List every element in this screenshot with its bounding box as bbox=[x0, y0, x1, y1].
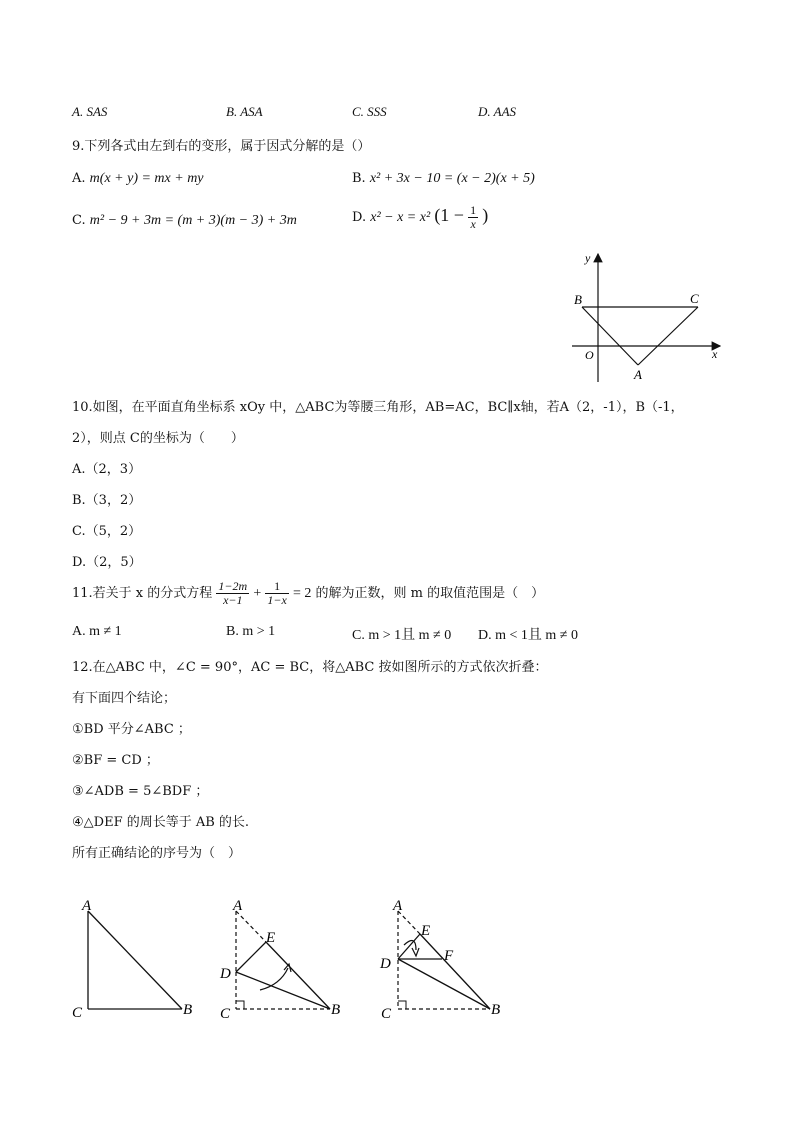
q9-option-d-expr: x² − x = x² bbox=[370, 210, 431, 225]
q12-conclusion-3: ③∠ADB = 5∠BDF ； bbox=[72, 784, 209, 799]
q9-option-c bbox=[72, 213, 297, 229]
q9-option-d-paren-open: (1 − bbox=[434, 205, 464, 225]
label-a: A bbox=[634, 367, 642, 382]
q12-conclusion-4: ④△DEF 的周长等于 AB 的长. bbox=[72, 815, 250, 830]
q9-option-a-label: A. bbox=[72, 171, 86, 186]
q11-prefix: 11.若关于 x 的分式方程 bbox=[72, 586, 213, 601]
q11-option-a: A. m ≠ 1 bbox=[72, 624, 122, 639]
q11-option-d: D. m < 1且 m ≠ 0 bbox=[478, 628, 578, 643]
q10-stem-line1: 10.如图，在平面直角坐标系 xOy 中，△ABC为等腰三角形，AB=AC，BC∥x轴，若A（2，-1），B（-1， bbox=[72, 400, 684, 415]
q12-conclusion-1: ①BD 平分∠ABC ； bbox=[72, 722, 191, 737]
fig3-label-b: B bbox=[491, 1002, 501, 1018]
q11-fraction-1 bbox=[216, 580, 249, 607]
q11-frac2-den: 1−x bbox=[267, 593, 287, 607]
q12-question: 所有正确结论的序号为（ ） bbox=[72, 846, 242, 861]
fig2-label-d: D bbox=[220, 966, 231, 982]
q10-coordinate-figure bbox=[560, 248, 730, 388]
fig2-label-e: E bbox=[266, 930, 276, 946]
q8-option-b: B. ASA bbox=[226, 104, 263, 119]
q12-stem: 12.在△ABC 中，∠C = 90°，AC = BC，将△ABC 按如图所示的方式依次折叠： bbox=[72, 660, 548, 675]
q9-option-d bbox=[352, 204, 488, 231]
q12-figure-3 bbox=[379, 898, 500, 1022]
q10-stem-line2: 2），则点 C的坐标为（ ） bbox=[72, 431, 244, 446]
q8-option-a: A. SAS bbox=[72, 104, 108, 119]
q9-option-d-frac-den: x bbox=[470, 217, 476, 231]
label-c: C bbox=[690, 291, 699, 306]
q10-option-d: D.（2，5） bbox=[72, 555, 142, 570]
q11-fraction-2 bbox=[265, 580, 288, 607]
q11-equals: = 2 bbox=[292, 586, 312, 601]
q9-option-a-expr: m(x + y) = mx + my bbox=[89, 171, 204, 186]
q9-option-b bbox=[352, 171, 535, 187]
label-o: O bbox=[585, 348, 594, 362]
q11-frac1-den: x−1 bbox=[223, 593, 243, 607]
fig3-label-d: D bbox=[380, 956, 391, 972]
q8-option-c: C. SSS bbox=[352, 104, 387, 119]
q9-option-d-fraction bbox=[468, 204, 478, 231]
fig2-label-a: A bbox=[233, 898, 243, 914]
q8-option-d: D. AAS bbox=[478, 104, 517, 119]
q12-folding-figures bbox=[60, 890, 520, 1025]
q9-option-c-expr: m² − 9 + 3m = (m + 3)(m − 3) + 3m bbox=[89, 213, 297, 228]
q9-stem: 9.下列各式由左到右的变形，属于因式分解的是（） bbox=[72, 139, 371, 154]
q9-option-b-label: B. bbox=[352, 171, 366, 186]
q11-plus: + bbox=[253, 586, 262, 601]
label-b: B bbox=[574, 292, 582, 307]
q11-frac1-num: 1−2m bbox=[218, 579, 248, 593]
label-y: y bbox=[585, 251, 591, 265]
fig1-label-c: C bbox=[72, 1005, 83, 1021]
q9-option-d-frac-num: 1 bbox=[470, 203, 477, 217]
q10-option-a: A.（2，3） bbox=[72, 462, 142, 477]
q11-suffix: 的解为正数，则 m 的取值范围是（ ） bbox=[315, 586, 545, 601]
q9-option-d-label: D. bbox=[352, 210, 367, 225]
label-x: x bbox=[712, 347, 718, 361]
q10-option-b: B.（3，2） bbox=[72, 493, 142, 508]
fig3-label-e: E bbox=[421, 923, 431, 939]
q11-option-b: B. m > 1 bbox=[226, 624, 276, 639]
q9-option-d-paren-close: ) bbox=[482, 205, 489, 225]
q12-figure-2 bbox=[219, 898, 340, 1022]
q11-option-c: C. m > 1且 m ≠ 0 bbox=[352, 628, 452, 643]
fig3-label-c: C bbox=[381, 1006, 392, 1022]
q11-frac2-num: 1 bbox=[265, 580, 288, 594]
q12-conclusion-2: ②BF = CD ； bbox=[72, 753, 159, 768]
q10-option-c: C.（5，2） bbox=[72, 524, 142, 539]
fig2-label-b: B bbox=[331, 1002, 341, 1018]
q9-option-a bbox=[72, 171, 204, 187]
fig2-label-c: C bbox=[220, 1006, 231, 1022]
q9-option-b-expr: x² + 3x − 10 = (x − 2)(x + 5) bbox=[369, 171, 535, 186]
q11-stem bbox=[72, 580, 544, 607]
q9-option-c-label: C. bbox=[72, 213, 86, 228]
fig1-label-b: B bbox=[183, 1002, 193, 1018]
fig3-label-a: A bbox=[393, 898, 403, 914]
fig1-label-a: A bbox=[82, 898, 92, 914]
q12-figure-1 bbox=[72, 898, 192, 1021]
q12-intro: 有下面四个结论； bbox=[72, 691, 177, 706]
segment-ac bbox=[638, 307, 698, 365]
fig3-label-f: F bbox=[444, 948, 454, 964]
